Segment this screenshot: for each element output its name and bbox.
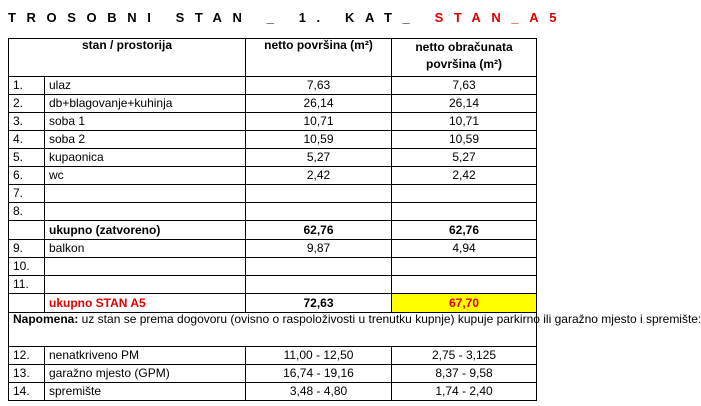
calculated-area: 5,27 bbox=[392, 149, 537, 167]
table-row bbox=[9, 167, 537, 185]
row-number: 7. bbox=[9, 185, 45, 203]
net-area: 5,27 bbox=[246, 149, 392, 167]
calculated-area: 8,37 - 9,58 bbox=[392, 365, 537, 383]
row-number: 10. bbox=[9, 258, 45, 276]
table-row bbox=[9, 347, 537, 365]
total-label: ukupno STAN A5 bbox=[45, 294, 246, 313]
net-area: 10,71 bbox=[246, 113, 392, 131]
net-area: 9,87 bbox=[246, 240, 392, 258]
net-area bbox=[246, 185, 392, 203]
calculated-area: 26,14 bbox=[392, 95, 537, 113]
net-area bbox=[246, 203, 392, 221]
header-net-area: netto površina (m²) bbox=[246, 39, 392, 77]
document-title bbox=[8, 5, 567, 31]
subtotal-calculated-area: 62,76 bbox=[392, 221, 537, 240]
area-table bbox=[8, 38, 701, 401]
calculated-area bbox=[392, 276, 537, 294]
table-row bbox=[9, 185, 537, 203]
row-number: 5. bbox=[9, 149, 45, 167]
room-name: ulaz bbox=[45, 77, 246, 95]
net-area bbox=[246, 258, 392, 276]
title-apartment-code: STAN_A5 bbox=[434, 10, 568, 25]
header-row bbox=[9, 39, 537, 77]
room-name bbox=[45, 203, 246, 221]
table-row bbox=[9, 365, 537, 383]
row-number bbox=[9, 221, 45, 240]
table-row bbox=[9, 95, 537, 113]
room-name bbox=[45, 258, 246, 276]
net-area: 26,14 bbox=[246, 95, 392, 113]
row-number: 6. bbox=[9, 167, 45, 185]
row-number: 13. bbox=[9, 365, 45, 383]
row-number: 8. bbox=[9, 203, 45, 221]
title-main: TROSOBNI STAN _ 1. KAT_ bbox=[8, 10, 421, 25]
table-row bbox=[9, 203, 537, 221]
net-area bbox=[246, 276, 392, 294]
row-number: 2. bbox=[9, 95, 45, 113]
room-name: kupaonica bbox=[45, 149, 246, 167]
extra-name: spremište bbox=[45, 383, 246, 401]
room-name bbox=[45, 185, 246, 203]
calculated-area: 2,42 bbox=[392, 167, 537, 185]
calculated-area: 2,75 - 3,125 bbox=[392, 347, 537, 365]
room-name: soba 2 bbox=[45, 131, 246, 149]
subtotal-label: ukupno (zatvoreno) bbox=[45, 221, 246, 240]
table-row bbox=[9, 258, 537, 276]
room-name: soba 1 bbox=[45, 113, 246, 131]
room-name bbox=[45, 276, 246, 294]
net-area: 7,63 bbox=[246, 77, 392, 95]
room-name: db+blagovanje+kuhinja bbox=[45, 95, 246, 113]
note bbox=[9, 312, 701, 347]
row-number: 3. bbox=[9, 113, 45, 131]
row-number: 12. bbox=[9, 347, 45, 365]
net-area: 16,74 - 19,16 bbox=[246, 365, 392, 383]
calculated-area: 4,94 bbox=[392, 240, 537, 258]
row-number: 4. bbox=[9, 131, 45, 149]
extra-name: garažno mjesto (GPM) bbox=[45, 365, 246, 383]
header-calculated-area: netto obračunata površina (m²) bbox=[392, 39, 537, 77]
row-number bbox=[9, 294, 45, 313]
calculated-area: 7,63 bbox=[392, 77, 537, 95]
calculated-area: 10,59 bbox=[392, 131, 537, 149]
row-number: 1. bbox=[9, 77, 45, 95]
row-number: 11. bbox=[9, 276, 45, 294]
calculated-area bbox=[392, 258, 537, 276]
calculated-area bbox=[392, 203, 537, 221]
calculated-area: 10,71 bbox=[392, 113, 537, 131]
extra-name: nenatkriveno PM bbox=[45, 347, 246, 365]
table-row bbox=[9, 383, 537, 401]
table-row bbox=[9, 240, 537, 258]
net-area: 10,59 bbox=[246, 131, 392, 149]
row-number: 14. bbox=[9, 383, 45, 401]
subtotal-row bbox=[9, 221, 537, 240]
row-number: 9. bbox=[9, 240, 45, 258]
total-row bbox=[9, 294, 537, 313]
table-row bbox=[9, 149, 537, 167]
note-label: Napomena: bbox=[13, 312, 79, 326]
note-text: uz stan se prema dogovoru (ovisno o raspoloživosti u trenutku kupnje) kupuje parkirno ili garažno mjesto i spremište: bbox=[78, 312, 701, 326]
total-net-area: 72,63 bbox=[246, 294, 392, 313]
note-row bbox=[9, 313, 537, 347]
table-row bbox=[9, 77, 537, 95]
room-name: balkon bbox=[45, 240, 246, 258]
calculated-area: 1,74 - 2,40 bbox=[392, 383, 537, 401]
net-area: 3,48 - 4,80 bbox=[246, 383, 392, 401]
calculated-area bbox=[392, 185, 537, 203]
table-row bbox=[9, 276, 537, 294]
table-row bbox=[9, 131, 537, 149]
subtotal-net-area: 62,76 bbox=[246, 221, 392, 240]
table-row bbox=[9, 113, 537, 131]
header-room: stan / prostorija bbox=[9, 39, 246, 77]
net-area: 11,00 - 12,50 bbox=[246, 347, 392, 365]
net-area: 2,42 bbox=[246, 167, 392, 185]
total-calculated-area: 67,70 bbox=[392, 294, 537, 313]
room-name: wc bbox=[45, 167, 246, 185]
